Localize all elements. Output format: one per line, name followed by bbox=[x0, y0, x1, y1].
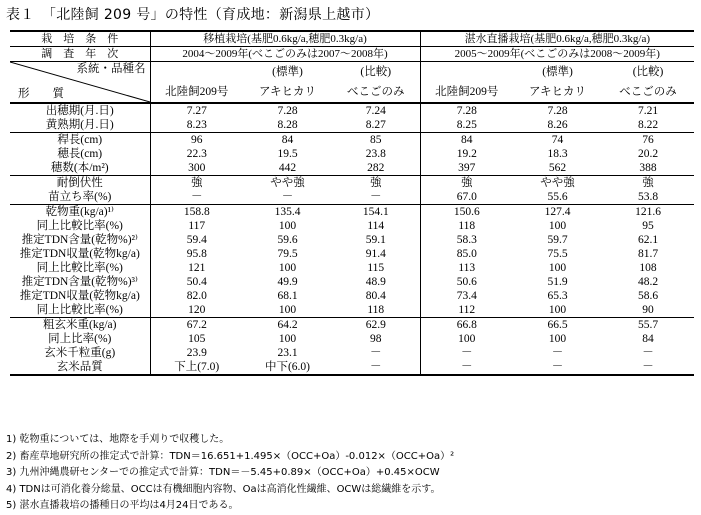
value-cell: 59.1 bbox=[365, 234, 386, 246]
value-cell: 19.5 bbox=[277, 148, 298, 160]
trait-label: 同上比較比率(%) bbox=[36, 262, 123, 274]
value-cell: 96 bbox=[150, 133, 243, 148]
trait-label: 粗玄米重(kg/a) bbox=[10, 318, 150, 333]
value-cell: 51.9 bbox=[547, 276, 568, 288]
trait-label: 耐倒伏性 bbox=[10, 176, 150, 191]
table-title: 表１ 「北陸飼 209 号」の特性（育成地：新潟県上越市） bbox=[6, 7, 380, 23]
value-cell: 68.1 bbox=[277, 290, 298, 302]
value-cell: 58.3 bbox=[420, 233, 513, 247]
trait-label: 同上比率(%) bbox=[48, 333, 112, 345]
cultivation-condition-label: 栽 培 条 件 bbox=[10, 31, 150, 47]
value-cell: 95.8 bbox=[150, 247, 243, 261]
trait-label: 推定TDN収量(乾物kg/a) bbox=[19, 248, 140, 260]
value-cell: 18.3 bbox=[547, 148, 568, 160]
value-cell: 95 bbox=[642, 220, 654, 232]
value-cell: 59.4 bbox=[150, 233, 243, 247]
value-cell: 80.4 bbox=[365, 290, 386, 302]
value-cell: 100 bbox=[278, 333, 297, 345]
value-cell: 100 bbox=[548, 304, 567, 316]
variety-name: アキヒカリ bbox=[258, 85, 317, 98]
value-cell: 22.3 bbox=[150, 147, 243, 161]
value-cell: 100 bbox=[548, 262, 567, 274]
value-cell: やや強 bbox=[513, 176, 602, 191]
value-cell: 23.8 bbox=[365, 148, 386, 160]
value-cell: 115 bbox=[367, 262, 385, 274]
value-cell: 135.4 bbox=[243, 205, 332, 220]
table-row bbox=[10, 176, 694, 191]
value-cell: 7.27 bbox=[150, 103, 243, 118]
table-row bbox=[10, 161, 694, 176]
table-row bbox=[10, 332, 694, 346]
value-cell: 114 bbox=[367, 220, 385, 232]
footnotes bbox=[6, 432, 454, 515]
value-cell: 74 bbox=[513, 133, 602, 148]
value-cell: 7.21 bbox=[602, 103, 694, 118]
table-row bbox=[10, 103, 694, 118]
value-cell: 66.5 bbox=[513, 318, 602, 333]
table-row bbox=[10, 275, 694, 289]
value-cell: 強 bbox=[420, 176, 513, 191]
value-cell: － bbox=[370, 191, 382, 203]
variety-tag: (標準) bbox=[513, 62, 602, 82]
value-cell: 98 bbox=[370, 333, 382, 345]
value-cell: 117 bbox=[150, 219, 243, 233]
value-cell: 23.9 bbox=[150, 346, 243, 360]
trait-label: 推定TDN含量(乾物%)²⁾ bbox=[21, 234, 138, 246]
value-cell: － bbox=[370, 347, 382, 359]
value-cell: 強 bbox=[150, 176, 243, 191]
value-cell: 100 bbox=[548, 220, 567, 232]
value-cell: 121.6 bbox=[602, 205, 694, 220]
variety-name: べこごのみ bbox=[619, 85, 677, 98]
survey-year-transplant: 2004～2009年(べこごのみは2007～2008年) bbox=[150, 47, 420, 62]
variety-header-row bbox=[10, 62, 694, 82]
value-cell: 23.1 bbox=[277, 347, 298, 359]
value-cell: 118 bbox=[420, 219, 513, 233]
variety-tag: (標準) bbox=[243, 62, 332, 82]
survey-year-direct-seeding: 2005～2009年(べこごのみは2008～2009年) bbox=[420, 47, 694, 62]
table-row bbox=[10, 261, 694, 275]
value-cell: 108 bbox=[639, 262, 657, 274]
value-cell: 562 bbox=[548, 162, 567, 174]
value-cell: 388 bbox=[639, 162, 657, 174]
value-cell: 75.5 bbox=[547, 248, 568, 260]
value-cell: 82.0 bbox=[150, 289, 243, 303]
value-cell: 154.1 bbox=[332, 205, 420, 220]
value-cell: 49.9 bbox=[277, 276, 298, 288]
value-cell: 150.6 bbox=[420, 205, 513, 220]
value-cell: － bbox=[602, 360, 694, 375]
value-cell: 67.0 bbox=[420, 190, 513, 205]
table-row bbox=[10, 219, 694, 233]
value-cell: 120 bbox=[150, 303, 243, 318]
characteristics-table bbox=[10, 30, 694, 376]
value-cell: 50.4 bbox=[150, 275, 243, 289]
value-cell: 84 bbox=[642, 333, 654, 345]
value-cell: 強 bbox=[332, 176, 420, 191]
value-cell: － bbox=[332, 360, 420, 375]
value-cell: 85.0 bbox=[420, 247, 513, 261]
value-cell: 64.2 bbox=[243, 318, 332, 333]
value-cell: 8.22 bbox=[637, 119, 659, 131]
trait-label: 穂長(cm) bbox=[57, 148, 103, 160]
value-cell: 8.25 bbox=[420, 118, 513, 133]
value-cell: 84 bbox=[420, 133, 513, 148]
trait-label: 稈長(cm) bbox=[10, 133, 150, 148]
value-cell: 8.27 bbox=[365, 119, 386, 131]
table-row bbox=[10, 318, 694, 333]
value-cell: － bbox=[420, 346, 513, 360]
value-cell: やや強 bbox=[243, 176, 332, 191]
variety-tag: (比較) bbox=[602, 62, 694, 82]
trait-label: 同上比較比率(%) bbox=[36, 304, 123, 316]
value-cell: 76 bbox=[602, 133, 694, 148]
trait-label: 玄米品質 bbox=[10, 360, 150, 375]
value-cell: 81.7 bbox=[637, 248, 659, 260]
variety-label: 系統・品種名 bbox=[76, 63, 146, 75]
value-cell: 強 bbox=[602, 176, 694, 191]
value-cell: 300 bbox=[150, 161, 243, 176]
value-cell: 8.23 bbox=[150, 118, 243, 133]
variety-name: アキヒカリ bbox=[529, 85, 587, 98]
value-cell: 66.8 bbox=[420, 318, 513, 333]
table-row bbox=[10, 190, 694, 205]
survey-year-label: 調 査 年 次 bbox=[10, 47, 150, 62]
value-cell: 58.6 bbox=[637, 290, 659, 302]
footnote: 4) TDNは可消化養分総量、OCCは有機細胞内容物、Oaは高消化性繊維、OCWは総繊維を示す。 bbox=[6, 483, 441, 495]
value-cell: 65.3 bbox=[547, 290, 568, 302]
value-cell: 59.7 bbox=[547, 234, 568, 246]
value-cell: 7.28 bbox=[420, 103, 513, 118]
table-row bbox=[10, 118, 694, 133]
condition-direct-seeding: 湛水直播栽培(基肥0.6kg/a,穂肥0.3kg/a) bbox=[420, 31, 694, 47]
value-cell: 90 bbox=[642, 304, 654, 316]
table-row bbox=[10, 133, 694, 148]
value-cell: 100 bbox=[420, 332, 513, 346]
trait-label: 形 質 bbox=[18, 88, 64, 100]
value-cell: 127.4 bbox=[513, 205, 602, 220]
table-row bbox=[10, 147, 694, 161]
condition-transplant: 移植栽培(基肥0.6kg/a,穂肥0.3kg/a) bbox=[150, 31, 420, 47]
value-cell: 84 bbox=[243, 133, 332, 148]
value-cell: 55.7 bbox=[602, 318, 694, 333]
trait-label: 玄米千粒重(g) bbox=[44, 347, 116, 359]
value-cell: 7.28 bbox=[513, 103, 602, 118]
value-cell: 53.8 bbox=[637, 191, 659, 203]
value-cell: 112 bbox=[420, 303, 513, 318]
value-cell: 8.28 bbox=[277, 119, 298, 131]
value-cell: 442 bbox=[278, 162, 297, 174]
value-cell: 7.28 bbox=[243, 103, 332, 118]
value-cell: 100 bbox=[278, 304, 297, 316]
table-row bbox=[10, 303, 694, 318]
value-cell: 105 bbox=[150, 332, 243, 346]
variety-tag bbox=[420, 62, 513, 82]
value-cell: 282 bbox=[367, 162, 385, 174]
value-cell: 67.2 bbox=[150, 318, 243, 333]
value-cell: 73.4 bbox=[420, 289, 513, 303]
value-cell: － bbox=[281, 191, 294, 203]
table-row bbox=[10, 247, 694, 261]
table-row bbox=[10, 346, 694, 360]
value-cell: 7.24 bbox=[332, 103, 420, 118]
trait-label: 乾物重(kg/a)¹⁾ bbox=[10, 205, 150, 220]
value-cell: 20.2 bbox=[637, 148, 659, 160]
value-cell: 100 bbox=[548, 333, 567, 345]
trait-label: 出穂期(月.日) bbox=[10, 103, 150, 118]
trait-label: 推定TDN含量(乾物%)³⁾ bbox=[21, 276, 138, 288]
value-cell: 118 bbox=[367, 304, 385, 316]
value-cell: － bbox=[642, 347, 654, 359]
value-cell: 50.6 bbox=[420, 275, 513, 289]
table-row bbox=[10, 289, 694, 303]
trait-label: 推定TDN収量(乾物kg/a) bbox=[19, 290, 140, 302]
value-cell: － bbox=[150, 190, 243, 205]
variety-tag: (比較) bbox=[332, 62, 420, 82]
trait-label: 穂数(本/m²) bbox=[50, 162, 109, 174]
value-cell: 55.6 bbox=[547, 191, 568, 203]
table-row bbox=[10, 360, 694, 375]
value-cell: 121 bbox=[150, 261, 243, 275]
value-cell: 113 bbox=[420, 261, 513, 275]
value-cell: 59.6 bbox=[277, 234, 298, 246]
value-cell: － bbox=[551, 347, 564, 359]
table-row bbox=[10, 233, 694, 247]
variety-name: 北陸飼209号 bbox=[420, 82, 513, 103]
trait-label: 黄熟期(月.日) bbox=[45, 119, 114, 131]
value-cell: 19.2 bbox=[420, 147, 513, 161]
value-cell: 397 bbox=[420, 161, 513, 176]
value-cell: 62.9 bbox=[332, 318, 420, 333]
value-cell: 85 bbox=[332, 133, 420, 148]
trait-label: 同上比較比率(%) bbox=[36, 220, 123, 232]
value-cell: 48.2 bbox=[637, 276, 659, 288]
value-cell: 79.5 bbox=[277, 248, 298, 260]
footnote: 2) 畜産草地研究所の推定式で計算：TDN＝16.651+1.495×（OCC+Oa）-0.012×（OCC+Oa）² bbox=[6, 450, 455, 462]
value-cell: 100 bbox=[278, 220, 297, 232]
value-cell: 62.1 bbox=[637, 234, 659, 246]
footnote: 5) 湛水直播栽培の播種日の平均は4月24日である。 bbox=[6, 500, 239, 511]
variety-trait-corner bbox=[10, 62, 150, 104]
value-cell: 91.4 bbox=[365, 248, 386, 260]
value-cell: 158.8 bbox=[150, 205, 243, 220]
trait-label: 苗立ち率(%) bbox=[48, 191, 112, 203]
footnote: 1) 乾物重については、地際を手刈りで収穫した。 bbox=[6, 434, 230, 445]
footnote: 3) 九州沖縄農研センターでの推定式で計算：TDN＝－5.45+0.89×（OCC+Oa）+0.45×OCW bbox=[6, 467, 440, 478]
value-cell: 48.9 bbox=[365, 276, 386, 288]
variety-tag bbox=[150, 62, 243, 82]
variety-name: べこごのみ bbox=[347, 85, 405, 98]
value-cell: 下上(7.0) bbox=[150, 360, 243, 375]
value-cell: － bbox=[513, 360, 602, 375]
value-cell: 100 bbox=[278, 262, 297, 274]
value-cell: 8.26 bbox=[547, 119, 568, 131]
variety-name: 北陸飼209号 bbox=[150, 82, 243, 103]
table-row bbox=[10, 205, 694, 220]
value-cell: － bbox=[420, 360, 513, 375]
value-cell: 中下(6.0) bbox=[243, 360, 332, 375]
